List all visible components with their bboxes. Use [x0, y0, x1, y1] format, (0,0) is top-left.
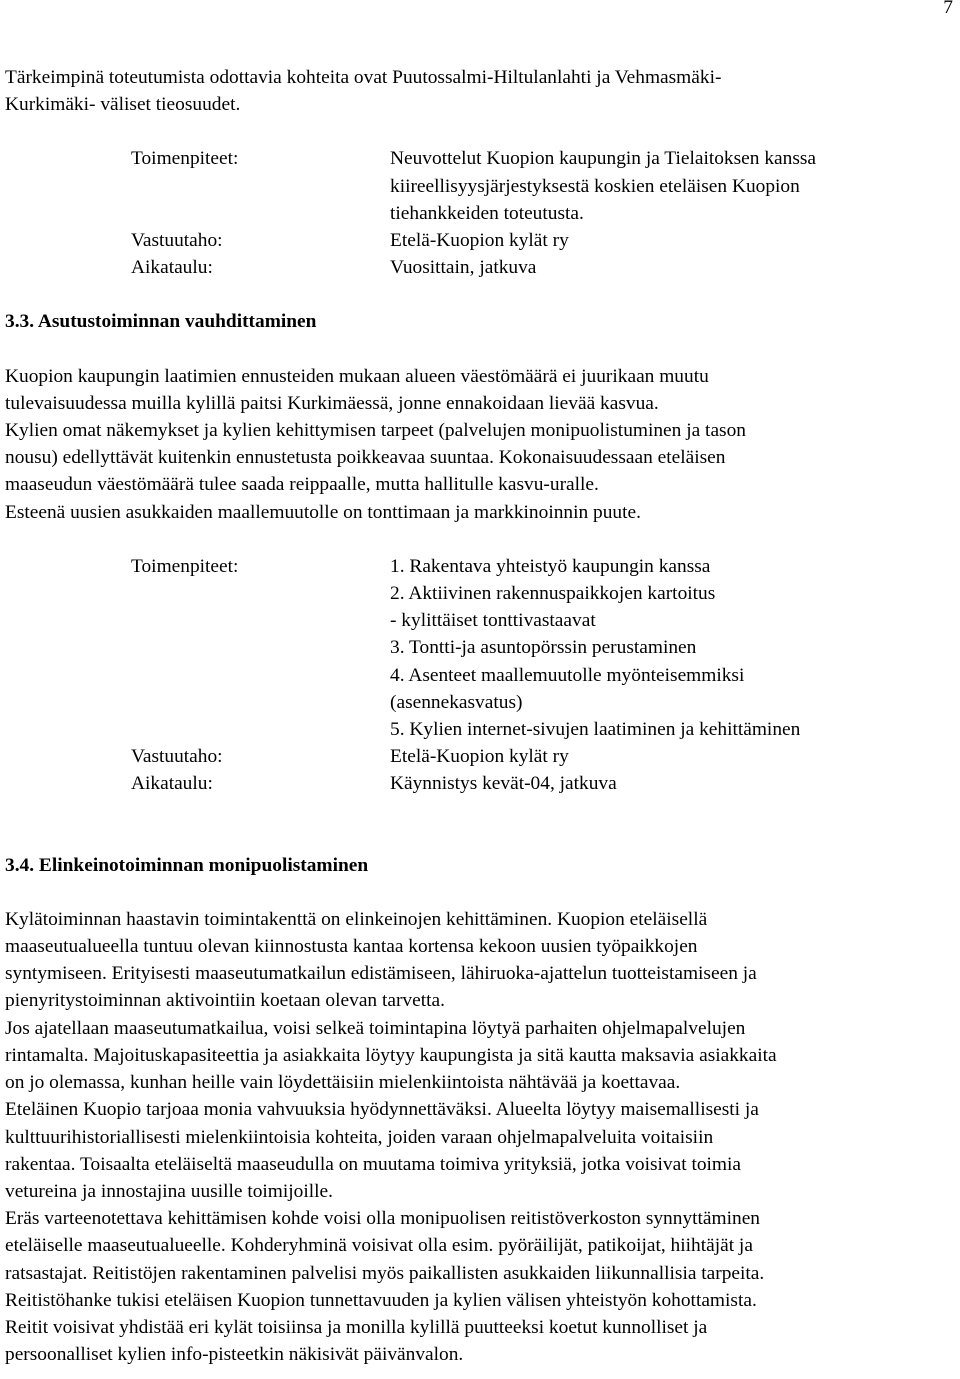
text-line: ratsastajat. Reitistöjen rakentaminen palvelisi myös paikallisten asukkaiden liikunnallisia tarpeita.	[5, 1262, 765, 1284]
toimenpiteet-value	[390, 145, 950, 227]
page-number: 7	[943, 0, 953, 18]
text-line: kiireellisyysjärjestyksestä koskien eteläisen Kuopion	[390, 175, 800, 197]
text-line: on jo olemassa, kunhan heille vain löydettäisiin mielenkiintoista nähtävää ja koettavaa.	[5, 1072, 681, 1094]
text-line: Esteenä uusien asukkaiden maallemuutolle on tonttimaan ja markkinoinnin puute.	[5, 501, 641, 523]
aikataulu-value: Vuosittain, jatkuva	[390, 257, 537, 279]
action-table-settlement	[5, 553, 950, 798]
section-3-4-paragraph	[5, 906, 950, 1368]
text-line: tulevaisuudessa muilla kylillä paitsi Kurkimäessä, jonne ennakoidaan lievää kasvua.	[5, 392, 659, 414]
text-line: Kylätoiminnan haastavin toimintakenttä on elinkeinojen kehittäminen. Kuopion eteläisellä	[5, 908, 708, 930]
toimenpiteet-label: Toimenpiteet:	[131, 555, 239, 577]
text-line: rakentaa. Toisaalta eteläiseltä maaseudulla on muutama toimiva yrityksiä, jotka voisivat toimia	[5, 1153, 741, 1175]
text-line: 5. Kylien internet-sivujen laatiminen ja kehittäminen	[390, 719, 801, 741]
document-body	[5, 64, 950, 1368]
text-line: pienyritystoiminnan aktivointiin koetaan olevan tarvetta.	[5, 990, 445, 1012]
text-line: 2. Aktiivinen rakennuspaikkojen kartoitus	[390, 583, 716, 605]
text-line: (asennekasvatus)	[390, 691, 523, 713]
intro-paragraph	[5, 64, 950, 118]
text-line: kulttuurihistoriallisesti mielenkiintoisia kohteita, joiden varaan ohjelmapalveluita voitaisiin	[5, 1126, 714, 1148]
text-line: maaseutualueella tuntuu olevan kiinnostusta kantaa kortensa kekoon uusien työpaikkojen	[5, 936, 698, 958]
vastuutaho-label: Vastuutaho:	[131, 230, 223, 252]
text-line: Jos ajatellaan maaseutumatkailua, voisi selkeä toimintapina löytyä parhaiten ohjelmapalvelujen	[5, 1017, 746, 1039]
text-line: Neuvottelut Kuopion kaupungin ja Tielaitoksen kanssa	[390, 148, 817, 170]
text-line: vetureina ja innostajina uusille toimijoille.	[5, 1180, 333, 1202]
toimenpiteet-label: Toimenpiteet:	[131, 148, 239, 170]
text-line: 1. Rakentava yhteistyö kaupungin kanssa	[390, 555, 711, 577]
text-line: Reitistöhanke tukisi eteläisen Kuopion tunnettavuuden ja kylien välisen yhteistyön kohottamista.	[5, 1289, 757, 1311]
text-line: persoonalliset kylien info-pisteetkin näkisivät päivänvalon.	[5, 1344, 464, 1366]
text-line: eteläiselle maaseutualueelle. Kohderyhminä voisivat olla esim. pyöräilijät, patikoijat, hiihtäjät ja	[5, 1235, 753, 1257]
section-3-3-paragraph	[5, 363, 950, 526]
text-line: Tärkeimpinä toteutumista odottavia kohteita ovat Puutossalmi-Hiltulanlahti ja Vehmasmäki-	[5, 67, 722, 88]
toimenpiteet-value	[390, 553, 950, 743]
aikataulu-label: Aikataulu:	[131, 773, 213, 795]
text-line: syntymiseen. Erityisesti maaseutumatkailun edistämiseen, lähiruoka-ajattelun tuotteistamiseen ja	[5, 963, 757, 985]
text-line: nousu) edellyttävät kuitenkin ennustetusta poikkeavaa suuntaa. Kokonaisuudessaan eteläisen	[5, 447, 726, 469]
aikataulu-value: Käynnistys kevät-04, jatkuva	[390, 773, 617, 795]
text-line: 4. Asenteet maallemuutolle myönteisemmiksi	[390, 664, 745, 686]
vastuutaho-value: Etelä-Kuopion kylät ry	[390, 230, 569, 252]
text-line: 3. Tontti-ja asuntopörssin perustaminen	[390, 637, 697, 659]
text-line: tiehankkeiden toteutusta.	[390, 202, 584, 224]
text-line: - kylittäiset tonttivastaavat	[390, 610, 596, 632]
text-line: Kuopion kaupungin laatimien ennusteiden mukaan alueen väestömäärä ei juurikaan muutu	[5, 365, 709, 387]
section-heading-3-3: 3.3. Asutustoiminnan vauhdittaminen	[5, 311, 317, 333]
vastuutaho-label: Vastuutaho:	[131, 746, 223, 768]
text-line: Eteläinen Kuopio tarjoaa monia vahvuuksia hyödynnettäväksi. Alueelta löytyy maisemallisesti ja	[5, 1099, 759, 1121]
action-table-roads	[5, 145, 950, 281]
vastuutaho-value: Etelä-Kuopion kylät ry	[390, 746, 569, 768]
aikataulu-label: Aikataulu:	[131, 257, 213, 279]
section-heading-3-4: 3.4. Elinkeinotoiminnan monipuolistaminen	[5, 854, 369, 876]
text-line: rintamalta. Majoituskapasiteettia ja asiakkaita löytyy kaupungista ja sitä kautta maksavia asiakkaita	[5, 1044, 777, 1066]
text-line: maaseudun väestömäärä tulee saada reippaalle, mutta hallitulle kasvu-uralle.	[5, 474, 599, 496]
text-line: Eräs varteenotettava kehittämisen kohde voisi olla monipuolisen reitistöverkoston synnyttäminen	[5, 1208, 760, 1230]
text-line: Kylien omat näkemykset ja kylien kehittymisen tarpeet (palvelujen monipuolistuminen ja tason	[5, 420, 746, 442]
text-line: Kurkimäki- väliset tieosuudet.	[5, 94, 241, 116]
text-line: Reitit voisivat yhdistää eri kylät toisiinsa ja monilla kylillä puutteeksi koetut kunnolliset ja	[5, 1316, 708, 1338]
